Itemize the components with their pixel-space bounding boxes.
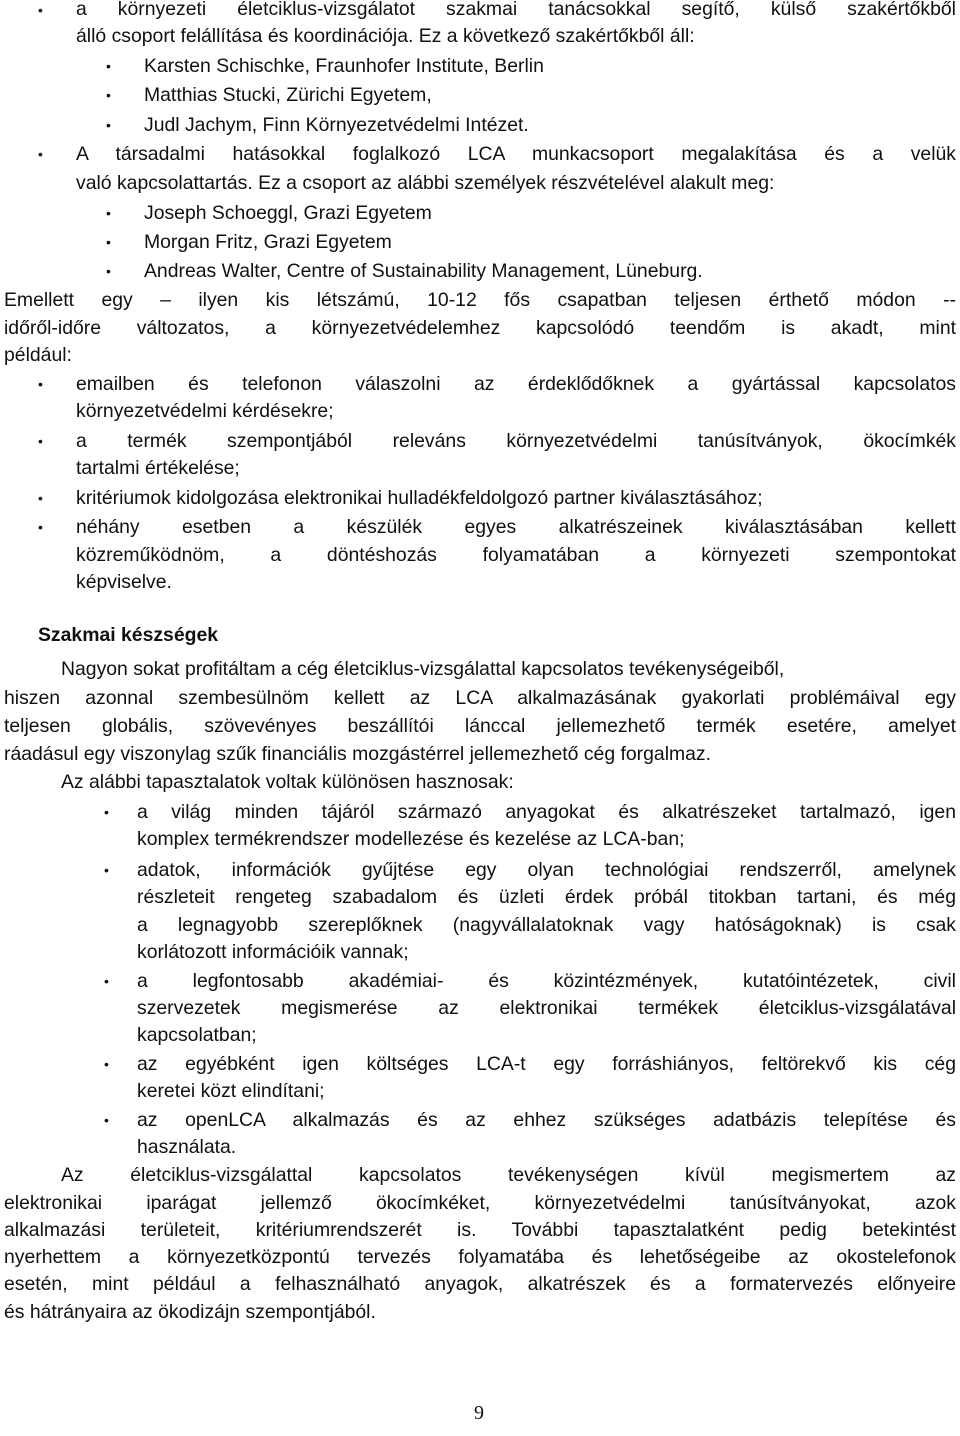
paragraph-line: és hátrányaira az ökodizájn szempontjából. xyxy=(4,1301,376,1323)
bullet: • xyxy=(104,862,109,878)
list-item-line: keretei közt elindítani; xyxy=(137,1080,325,1102)
sub-list-item: Morgan Fritz, Grazi Egyetem xyxy=(144,231,392,253)
list-item-line: adatok, információk gyűjtése egy olyan technológiai rendszerről, amelynek xyxy=(137,859,956,881)
section-heading: Szakmai készségek xyxy=(38,624,219,646)
list-item-line: a környezeti életciklus-vizsgálatot szakmai tanácsokkal segítő, külső szakértőkből xyxy=(76,0,956,20)
paragraph-line: ráadásul egy viszonylag szűk financiális mozgástérrel jellemezhető cég forgalmaz. xyxy=(4,743,712,765)
paragraph-line: nyerhettem a környezetközpontú tervezés folyamatába és lehetőségeibe az okostelefonok xyxy=(4,1246,956,1268)
list-item-line: a legfontosabb akadémiai- és közintézmények, kutatóintézetek, civil xyxy=(137,970,956,992)
sub-list-item: Joseph Schoeggl, Grazi Egyetem xyxy=(144,202,432,224)
bullet: • xyxy=(106,58,111,74)
bullet: • xyxy=(38,433,43,449)
bullet: • xyxy=(106,205,111,221)
bullet: • xyxy=(38,146,43,162)
paragraph-line: hiszen azonnal szembesülnöm kellett az LCA alkalmazásának gyakorlati problémáival egy xyxy=(4,687,956,709)
list-item-line: képviselve. xyxy=(76,571,172,593)
paragraph-line: alkalmazási területeit, kritériumrendszerét is. További tapasztalatként pedig betekintést xyxy=(4,1219,956,1241)
list-item-line: néhány esetben a készülék egyes alkatrészeinek kiválasztásában kellett xyxy=(76,516,956,538)
paragraph-line: teljesen globális, szövevényes beszállítói lánccal jellemezhető termék esetére, amelyet xyxy=(4,715,956,737)
paragraph-line: Nagyon sokat profitáltam a cég életciklus-vizsgálattal kapcsolatos tevékenységeiből, xyxy=(61,658,785,680)
list-item-line: emailben és telefonon válaszolni az érdeklődőknek a gyártással kapcsolatos xyxy=(76,373,956,395)
bullet: • xyxy=(104,804,109,820)
paragraph-line: Az alábbi tapasztalatok voltak különösen hasznosak: xyxy=(61,771,514,793)
bullet: • xyxy=(38,490,43,506)
bullet: • xyxy=(106,234,111,250)
list-item-line: komplex termékrendszer modellezése és kezelése az LCA-ban; xyxy=(137,828,685,850)
list-item-line: a termék szempontjából releváns környezetvédelmi tanúsítványok, ökocímkék xyxy=(76,430,956,452)
page-number: 9 xyxy=(474,1402,484,1424)
bullet: • xyxy=(106,87,111,103)
list-item-line: kritériumok kidolgozása elektronikai hulladékfeldolgozó partner kiválasztásához; xyxy=(76,487,763,509)
sub-list-item: Karsten Schischke, Fraunhofer Institute, Berlin xyxy=(144,55,544,77)
paragraph-line: Az életciklus-vizsgálattal kapcsolatos tevékenységen kívül megismertem az xyxy=(61,1164,956,1186)
bullet: • xyxy=(106,263,111,279)
paragraph-line: Emellett egy – ilyen kis létszámú, 10-12 fős csapatban teljesen érthető módon -- xyxy=(4,289,956,311)
paragraph-line: időről-időre változatos, a környezetvédelemhez kapcsolódó teendőm is akadt, mint xyxy=(4,317,956,339)
paragraph-line: esetén, mint például a felhasználható anyagok, alkatrészek és a formatervezés előnyeire xyxy=(4,1273,956,1295)
list-item-line: A társadalmi hatásokkal foglalkozó LCA munkacsoport megalakítása és a velük xyxy=(76,143,956,165)
list-item-line: korlátozott információik vannak; xyxy=(137,941,409,963)
list-item-line: tartalmi értékelése; xyxy=(76,457,240,479)
sub-list-item: Andreas Walter, Centre of Sustainability Management, Lüneburg. xyxy=(144,260,703,282)
list-item-line: kapcsolatban; xyxy=(137,1024,257,1046)
list-item-line: a világ minden tájáról származó anyagokat és alkatrészeket tartalmazó, igen xyxy=(137,801,956,823)
list-item-line: használata. xyxy=(137,1136,237,1158)
bullet: • xyxy=(106,117,111,133)
sub-list-item: Judl Jachym, Finn Környezetvédelmi Intézet. xyxy=(144,114,529,136)
paragraph-line: például: xyxy=(4,344,72,366)
list-item-line: az openLCA alkalmazás és az ehhez szükséges adatbázis telepítése és xyxy=(137,1109,956,1131)
list-item-line: való kapcsolattartás. Ez a csoport az alábbi személyek részvételével alakult meg: xyxy=(76,172,775,194)
list-item-line: álló csoport felállítása és koordinációja. Ez a következő szakértőkből áll: xyxy=(76,25,695,47)
bullet: • xyxy=(104,973,109,989)
bullet: • xyxy=(38,2,43,18)
list-item-line: közreműködnöm, a döntéshozás folyamatában a környezeti szempontokat xyxy=(76,544,956,566)
paragraph-line: elektronikai iparágat jellemző ökocímkéket, környezetvédelmi tanúsítványokat, azok xyxy=(4,1192,956,1214)
list-item-line: az egyébként igen költséges LCA-t egy forráshiányos, feltörekvő kis cég xyxy=(137,1053,956,1075)
bullet: • xyxy=(104,1112,109,1128)
bullet: • xyxy=(104,1056,109,1072)
bullet: • xyxy=(38,519,43,535)
list-item-line: a legnagyobb szereplőknek (nagyvállalatoknak vagy hatóságoknak) is csak xyxy=(137,914,956,936)
sub-list-item: Matthias Stucki, Zürichi Egyetem, xyxy=(144,84,432,106)
list-item-line: környezetvédelmi kérdésekre; xyxy=(76,400,334,422)
list-item-line: szervezetek megismerése az elektronikai termékek életciklus-vizsgálatával xyxy=(137,997,956,1019)
list-item-line: részleteit rengeteg szabadalom és üzleti érdek próbál titokban tartani, és még xyxy=(137,886,956,908)
bullet: • xyxy=(38,376,43,392)
